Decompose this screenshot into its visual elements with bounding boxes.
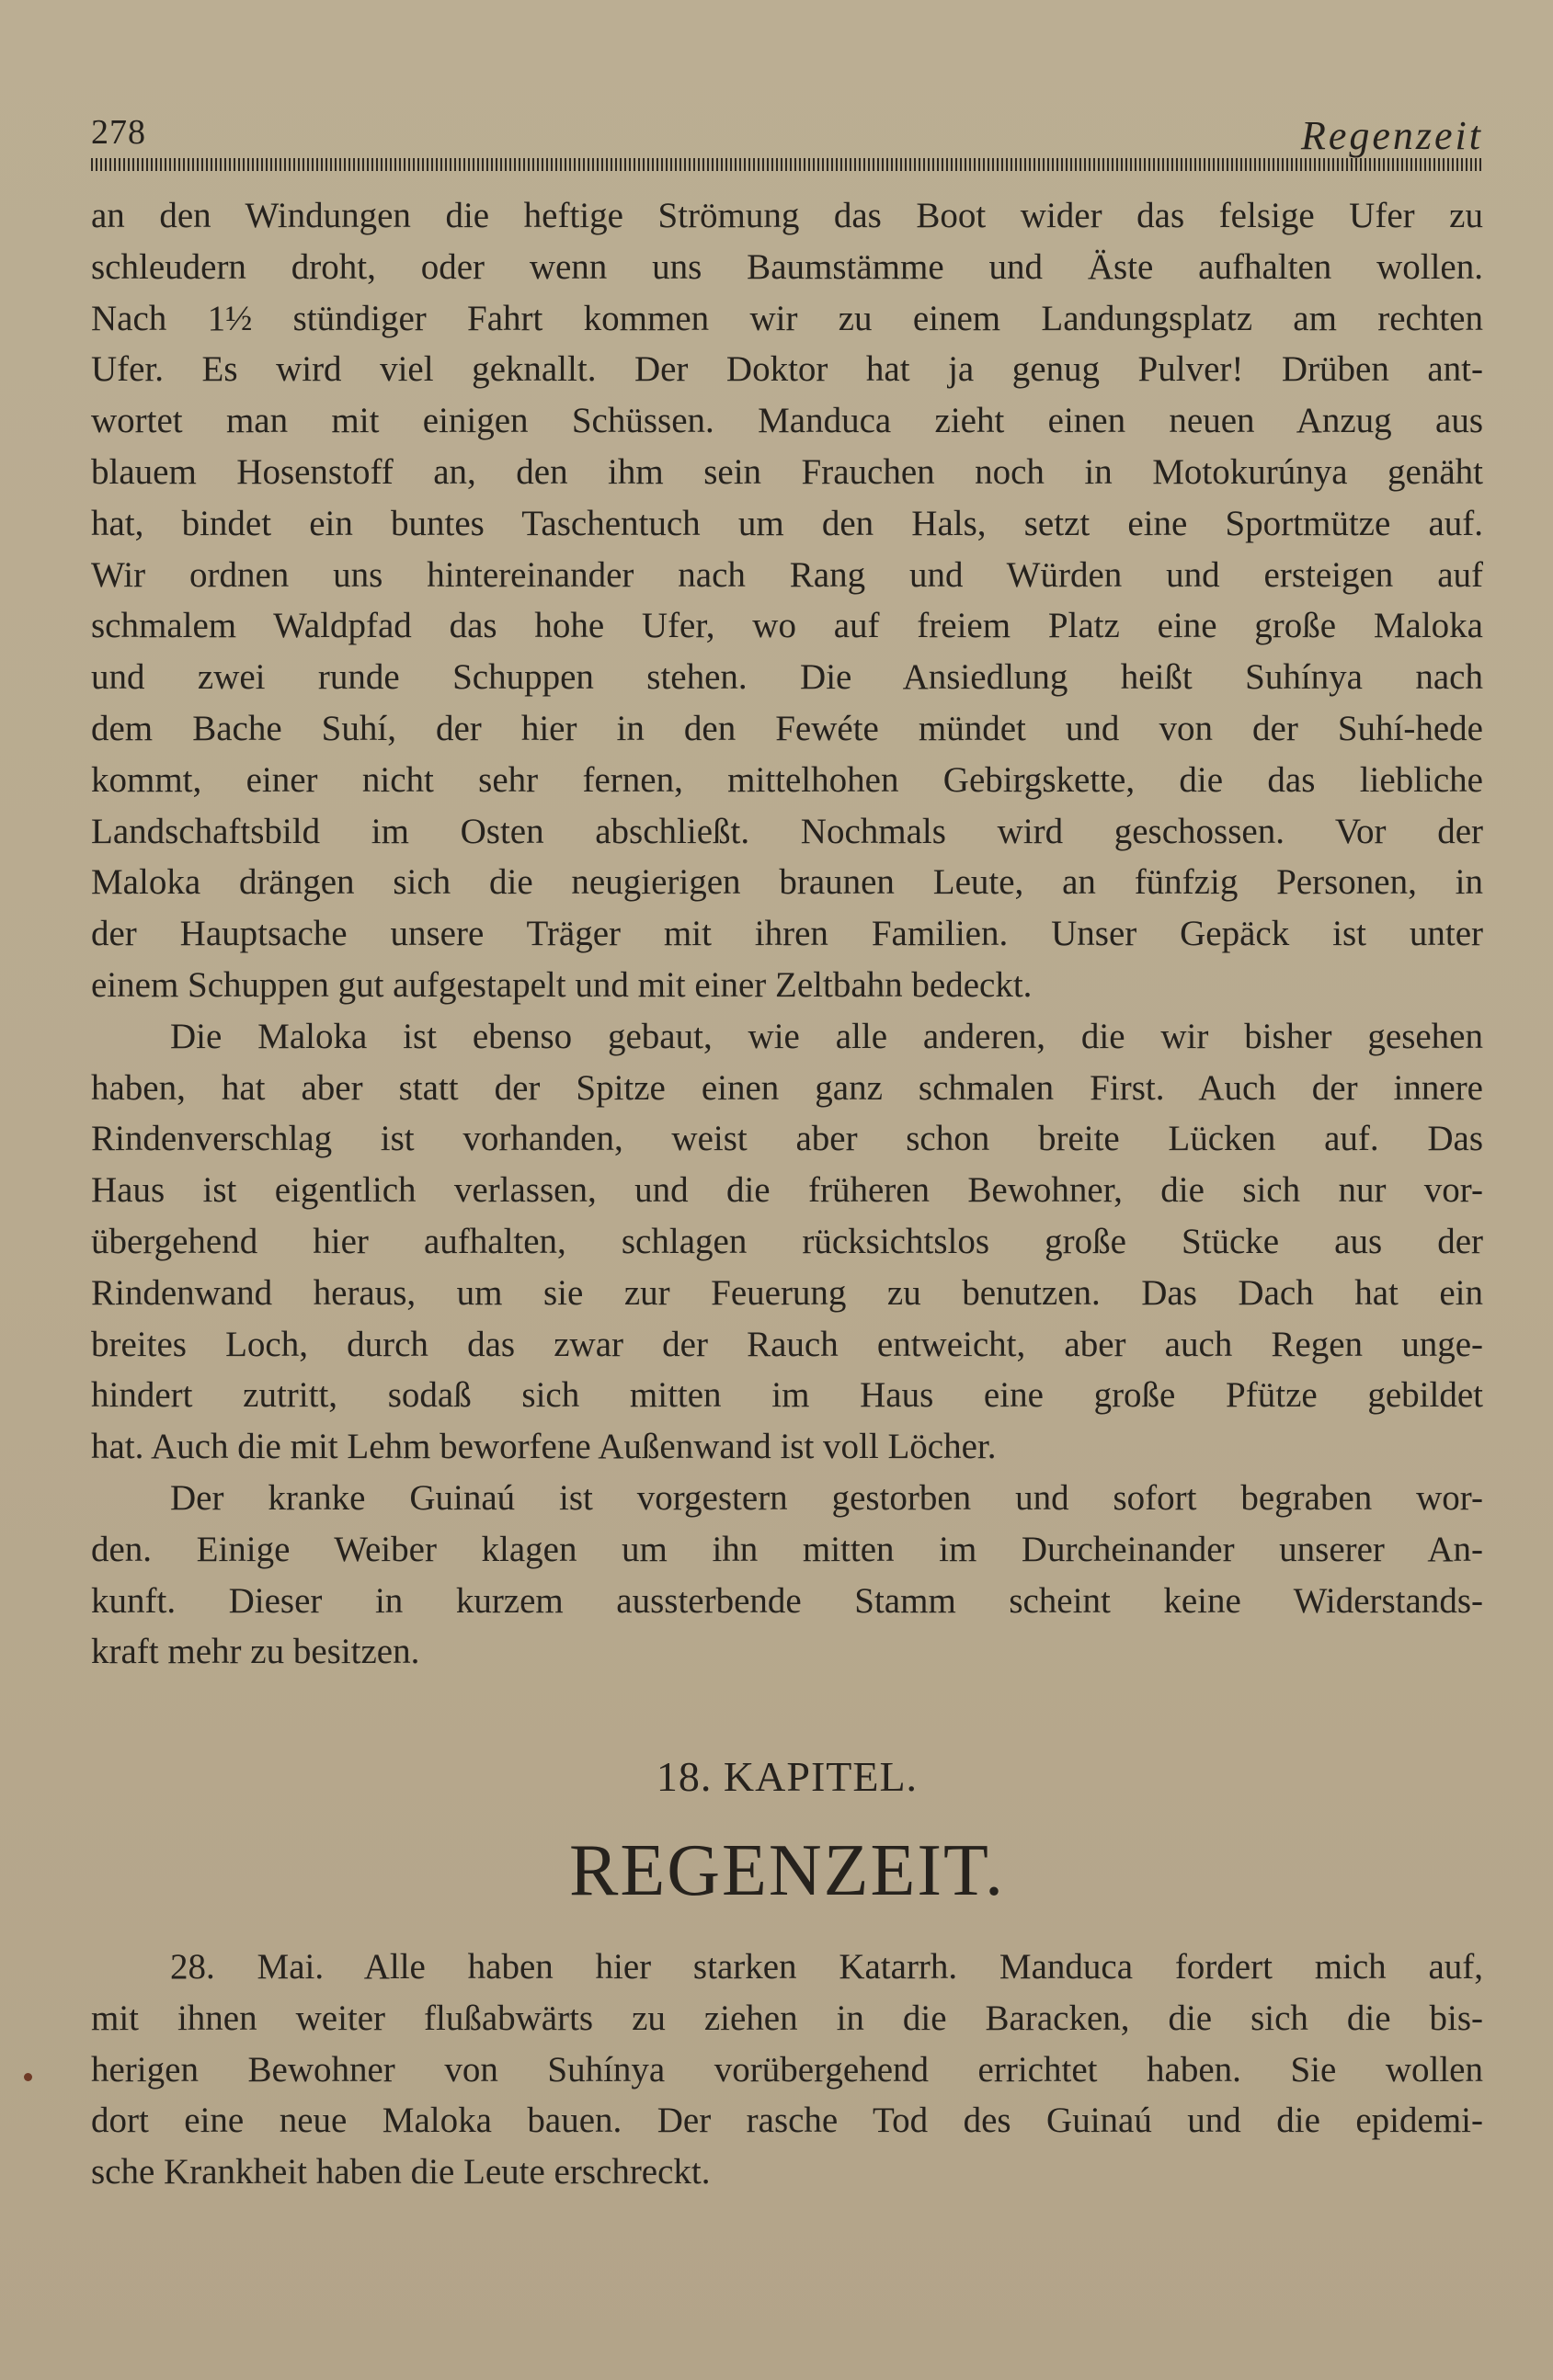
chapter-text	[91, 1942, 1483, 2198]
text-line: herigen Bewohner von Suhínya vorübergehend errichtet haben. Sie wollen	[91, 2049, 1483, 2090]
main-text	[91, 190, 1483, 1678]
text-line: schleudern droht, oder wenn uns Baumstämme und Äste aufhalten wollen.	[91, 246, 1483, 287]
text-line: kunft. Dieser in kurzem aussterbende Stamm scheint keine Widerstands-	[91, 1580, 1483, 1621]
text-line: wortet man mit einigen Schüssen. Manduca zieht einen neuen Anzug aus	[91, 401, 1483, 441]
text-line: hat, bindet ein buntes Taschentuch um den Hals, setzt eine Sportmütze auf.	[91, 503, 1483, 543]
text-line: übergehend hier aufhalten, schlagen rücksichtslos große Stücke aus der	[91, 1221, 1483, 1261]
text-line: haben, hat aber statt der Spitze einen ganz schmalen First. Auch der innere	[91, 1067, 1483, 1108]
text-line: Maloka drängen sich die neugierigen braunen Leute, an fünfzig Personen, in	[91, 862, 1483, 903]
running-head: Regenzeit	[1300, 113, 1483, 158]
chapter-label: 18. KAPITEL.	[656, 1753, 919, 1800]
text-line: kraft mehr zu besitzen.	[91, 1632, 420, 1672]
text-line: Nach 1½ stündiger Fahrt kommen wir zu einem Landungsplatz am rechten	[91, 298, 1483, 338]
text-line: hindert zutritt, sodaß sich mitten im Haus eine große Pfütze gebildet	[91, 1375, 1483, 1416]
chapter-title: REGENZEIT.	[569, 1830, 1005, 1911]
text-line: dem Bache Suhí, der hier in den Fewéte mündet und von der Suhí-hede	[91, 708, 1483, 748]
text-line: Wir ordnen uns hintereinander nach Rang und Würden und ersteigen auf	[91, 554, 1483, 595]
text-line: Der kranke Guinaú ist vorgestern gestorben und sofort begraben wor-	[170, 1477, 1483, 1518]
text-line: hat. Auch die mit Lehm beworfene Außenwand ist voll Löcher.	[91, 1427, 997, 1467]
text-line: Rindenwand heraus, um sie zur Feuerung zu benutzen. Das Dach hat ein	[91, 1272, 1483, 1313]
text-line: 28. Mai. Alle haben hier starken Katarrh. Manduca fordert mich auf,	[170, 1947, 1483, 1987]
text-line: blauem Hosenstoff an, den ihm sein Frauchen noch in Motokurúnya genäht	[91, 451, 1483, 492]
text-line: breites Loch, durch das zwar der Rauch entweicht, aber auch Regen unge-	[91, 1324, 1483, 1364]
text-line: Haus ist eigentlich verlassen, und die früheren Bewohner, die sich nur vor-	[91, 1170, 1483, 1211]
page-header	[91, 108, 1483, 165]
chapter-paragraph-1	[91, 1942, 1483, 2198]
text-line: Ufer. Es wird viel geknallt. Der Doktor hat ja genug Pulver! Drüben ant-	[91, 349, 1483, 390]
paragraph-1	[91, 190, 1483, 1011]
paragraph-3	[91, 1473, 1483, 1678]
text-line: Die Maloka ist ebenso gebaut, wie alle anderen, die wir bisher gesehen	[170, 1016, 1483, 1056]
margin-mark	[24, 2073, 32, 2081]
text-line: der Hauptsache unsere Träger mit ihren Familien. Unser Gepäck ist unter	[91, 914, 1483, 954]
text-line: den. Einige Weiber klagen um ihn mitten im Durcheinander unserer An-	[91, 1529, 1483, 1569]
text-line: Rindenverschlag ist vorhanden, weist aber schon breite Lücken auf. Das	[91, 1119, 1483, 1159]
text-line: sche Krankheit haben die Leute erschreckt.	[91, 2152, 711, 2192]
header-rule	[91, 158, 1483, 171]
paragraph-2	[91, 1011, 1483, 1473]
text-line: kommt, einer nicht sehr fernen, mittelhohen Gebirgskette, die das liebliche	[91, 759, 1483, 800]
page-number: 278	[91, 113, 146, 152]
text-line: und zwei runde Schuppen stehen. Die Ansiedlung heißt Suhínya nach	[91, 657, 1483, 698]
text-line: schmalem Waldpfad das hohe Ufer, wo auf freiem Platz eine große Maloka	[91, 606, 1483, 646]
text-line: mit ihnen weiter flußabwärts zu ziehen in die Baracken, die sich die bis-	[91, 1998, 1483, 2038]
text-line: dort eine neue Maloka bauen. Der rasche Tod des Guinaú und die epidemi-	[91, 2101, 1483, 2141]
text-line: Landschaftsbild im Osten abschließt. Nochmals wird geschossen. Vor der	[91, 811, 1483, 851]
text-line: einem Schuppen gut aufgestapelt und mit einer Zeltbahn bedeckt.	[91, 964, 1033, 1005]
text-line: an den Windungen die heftige Strömung das Boot wider das felsige Ufer zu	[91, 196, 1483, 235]
